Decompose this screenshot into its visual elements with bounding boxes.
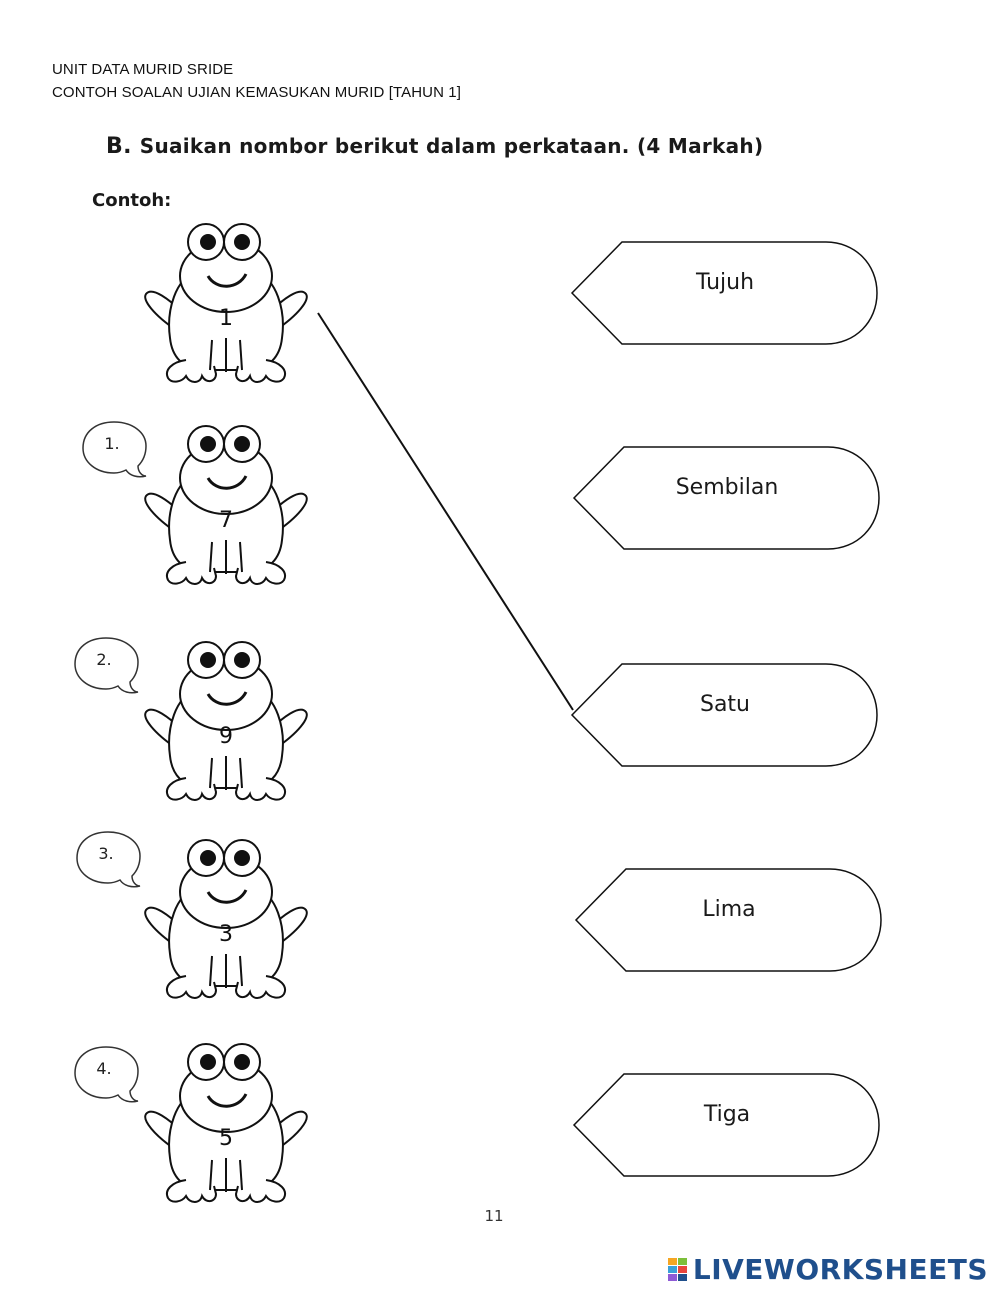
item-bubble-3 xyxy=(74,828,146,890)
header-line-1: UNIT DATA MURID SRIDE xyxy=(52,61,234,78)
section-instruction: Suaikan nombor berikut dalam perkataan. (4 Markah) xyxy=(139,134,764,158)
frog-number: 1 xyxy=(219,306,233,331)
word-tag-tujuh[interactable] xyxy=(570,240,880,346)
word-tag-satu[interactable] xyxy=(570,662,880,768)
frog-number: 7 xyxy=(219,508,233,533)
bubble-label: 2. xyxy=(96,650,112,669)
frog-item-2 xyxy=(136,638,316,808)
frog-number: 9 xyxy=(219,724,233,749)
brand-name: LIVEWORKSHEETS xyxy=(692,1252,988,1286)
word-tag-lima[interactable] xyxy=(574,867,884,973)
bubble-label: 4. xyxy=(96,1059,112,1078)
word-label: Lima xyxy=(702,897,756,922)
item-bubble-2 xyxy=(72,634,144,696)
word-tag-sembilan[interactable] xyxy=(572,445,882,551)
frog-item-1 xyxy=(136,422,316,592)
frog-number: 5 xyxy=(219,1126,233,1151)
word-label: Satu xyxy=(699,692,750,717)
bubble-label: 1. xyxy=(104,434,120,453)
header-line-2: CONTOH SOALAN UJIAN KEMASUKAN MURID [TAHUN 1] xyxy=(52,84,462,101)
frog-example xyxy=(136,220,316,390)
item-bubble-1 xyxy=(80,418,152,480)
page-number: 11 xyxy=(484,1207,504,1225)
item-bubble-4 xyxy=(72,1043,144,1105)
liveworksheets-icon xyxy=(667,1256,689,1282)
word-label: Tiga xyxy=(703,1102,751,1127)
word-tag-tiga[interactable] xyxy=(572,1072,882,1178)
word-label: Tujuh xyxy=(695,270,755,295)
bubble-label: 3. xyxy=(98,844,114,863)
frog-item-4 xyxy=(136,1040,316,1210)
frog-item-3 xyxy=(136,836,316,1006)
liveworksheets-logo xyxy=(667,1251,988,1287)
word-label: Sembilan xyxy=(675,475,779,500)
frog-number: 3 xyxy=(219,922,233,947)
section-letter: B. xyxy=(106,134,132,159)
example-label: Contoh: xyxy=(92,190,172,211)
